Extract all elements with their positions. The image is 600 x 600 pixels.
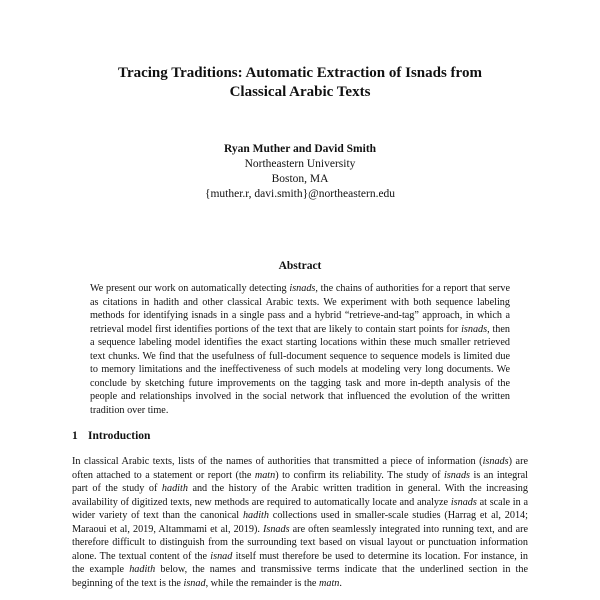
intro-italic-7: Isnads — [262, 523, 290, 535]
intro-text-3: ) to confirm its reliability. The study of — [275, 469, 444, 481]
introduction-body — [72, 455, 528, 590]
intro-text-11: , while the remainder is the — [205, 577, 320, 589]
intro-text-5: and the history of the Arabic written tradition in general. With the increasing availability of digitized texts, new methods are required to automatically locate and analyze — [72, 483, 528, 508]
intro-italic-1: isnads — [482, 456, 509, 467]
intro-text-6: at scale in a wider variety of text than the canonical — [72, 496, 528, 521]
title-line-1: Tracing Traditions: Automatic Extraction of Isnads from — [118, 65, 482, 81]
author-email: {muther.r, davi.smith}@northeastern.edu — [204, 188, 396, 200]
intro-text-10: below, the names and transmissive terms indicate that the underlined section in the beginning of the text is the — [72, 564, 528, 589]
intro-text-12: . — [339, 577, 342, 589]
intro-text-8: are often seamlessly integrated into running text, and are therefore difficult to distinguish from the surrounding text based on visual layout or punctuation information alone. The textual content of the — [72, 523, 529, 562]
paper-title — [60, 64, 540, 102]
abstract-italic-1: isnads — [289, 283, 316, 294]
intro-italic-9: hadith — [129, 564, 156, 575]
author-names: Ryan Muther and David Smith — [223, 143, 377, 155]
abstract-body — [90, 282, 510, 417]
section-number: 1 — [72, 430, 78, 442]
abstract-heading: Abstract — [278, 260, 322, 272]
intro-italic-4: hadith — [161, 483, 188, 494]
abstract-italic-2: isnads — [461, 323, 488, 335]
intro-text-4: is an integral part of the study of — [72, 469, 528, 494]
section-title: Introduction — [88, 430, 151, 442]
author-block — [100, 142, 500, 202]
intro-italic-6: hadith — [242, 510, 269, 521]
intro-italic-11: matn — [319, 577, 340, 589]
author-location: Boston, MA — [271, 173, 329, 185]
intro-text-2: ) are often attached to a statement or report (the — [72, 456, 528, 481]
intro-italic-2: matn — [254, 469, 276, 481]
section-heading-introduction — [72, 430, 528, 442]
intro-italic-3: isnads — [443, 469, 471, 481]
abstract-text-1: We present our work on automatically detecting — [90, 283, 290, 294]
intro-text-9: itself must therefore be used to determine its location. For instance, in the example — [72, 550, 528, 575]
intro-italic-5: isnads — [450, 496, 477, 508]
author-affiliation: Northeastern University — [244, 158, 356, 170]
intro-italic-10: isnad — [183, 577, 206, 589]
intro-text-1: In classical Arabic texts, lists of the names of authorities that transmitted a piece of information ( — [72, 456, 483, 467]
intro-text-7: collections used in smaller-scale studies (Harrag et al, 2014; Maraoui et al, 2019, Altammami et al, 2019). — [72, 510, 528, 535]
title-line-2: Classical Arabic Texts — [229, 84, 371, 100]
abstract-text-3: , then a sequence labeling model identifies the exact starting locations within these much smaller retrieved text chunks. We find that the usefulness of full-document sequence to sequence models is limited due to memory limitations and the ineffectiveness of such models at modeling very long documents. We conclude by sketching future improvements on the tagging task and more in-depth analysis of the people and relationships involved in the social network that influenced the evolution of the written tradition over time. — [90, 323, 510, 416]
intro-italic-8: isnad — [210, 550, 233, 562]
abstract-text-2: , the chains of authorities for a report that serve as citations in hadith and other classical Arabic texts. We experiment with both sequence labeling methods for identifying isnads in a single pass and a hybrid “retrieve-and-tag” approach, in which a retrieval model first identifies portions of the text that are likely to contain start points for — [90, 283, 510, 335]
